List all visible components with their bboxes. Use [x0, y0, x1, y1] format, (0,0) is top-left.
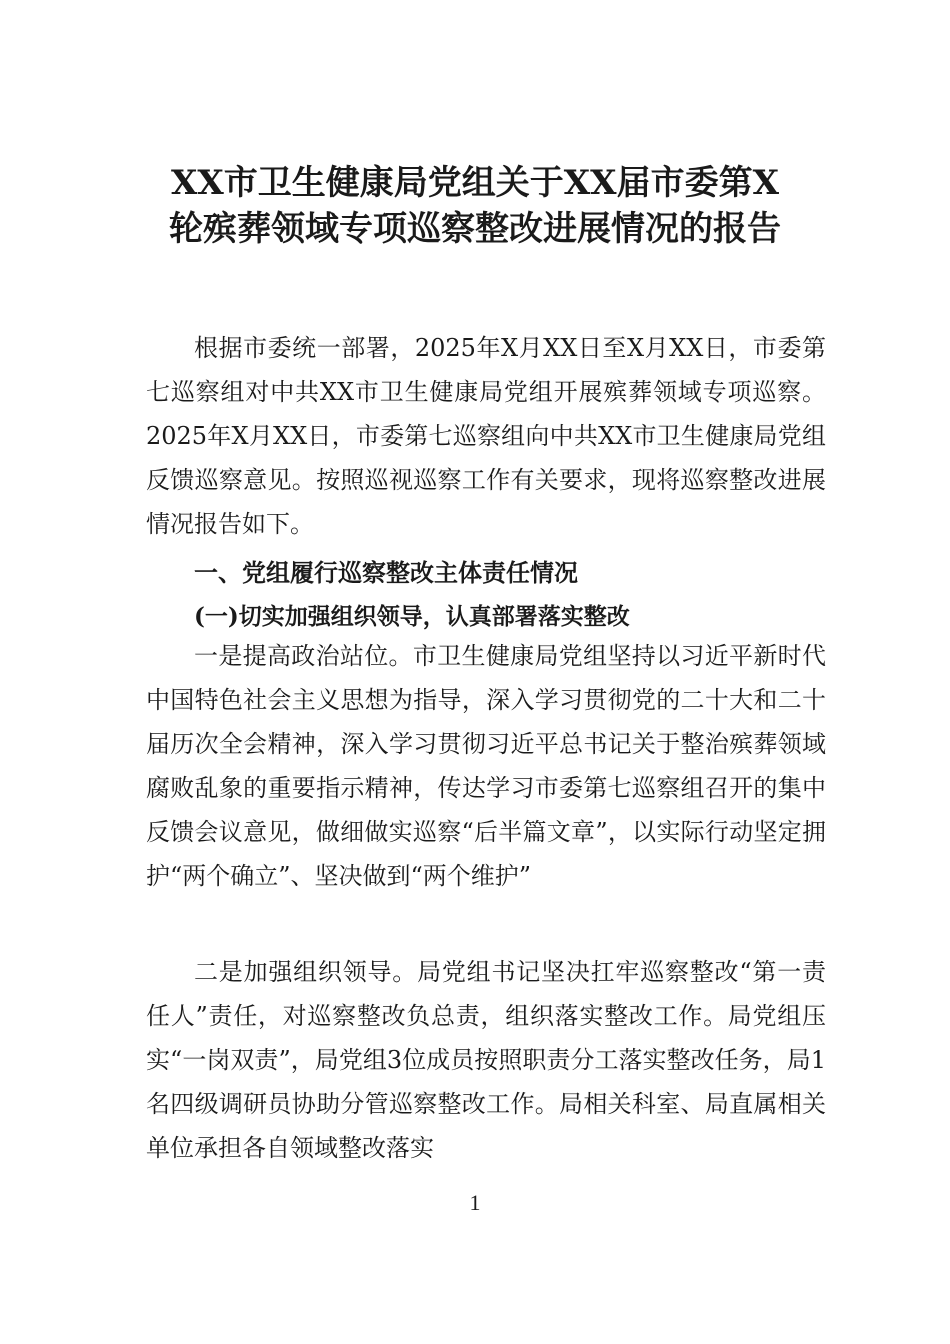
section-heading-1: 一、党组履行巡察整改主体责任情况	[194, 559, 578, 587]
document-title-line-1: XX市卫生健康局党组关于XX届市委第X	[171, 163, 779, 203]
intro-paragraph: 根据市委统一部署，2025年X月XX日至X月XX日，市委第七巡察组对中共XX市卫生健康局党组开展殡葬领域专项巡察。2025年X月XX日，市委第七巡察组向中共XX市卫生健康局党组反馈巡察意见。按照巡视巡察工作有关要求，现将巡察整改进展情况报告如下。	[146, 334, 826, 538]
point-one-paragraph: 一是提高政治站位。市卫生健康局党组坚持以习近平新时代中国特色社会主义思想为指导，深入学习贯彻党的二十大和二十届历次全会精神，深入学习贯彻习近平总书记关于整治殡葬领域腐败乱象的重要指示精神，传达学习市委第七巡察组召开的集中反馈会议意见，做细做实巡察“后半篇文章”，以实际行动坚定拥护“两个确立”、坚决做到“两个维护”	[146, 642, 826, 890]
subsection-heading-1: (一)切实加强组织领导，认真部署落实整改	[194, 603, 630, 630]
point-two-paragraph: 二是加强组织领导。局党组书记坚决扛牢巡察整改“第一责任人”责任，对巡察整改负总责，组织落实整改工作。局党组压实“一岗双责”，局党组3位成员按照职责分工落实整改任务，局1名四级调研员协助分管巡察整改工作。局相关科室、局直属相关单位承担各自领域整改落实	[146, 958, 826, 1162]
document-title-line-2: 轮殡葬领域专项巡察整改进展情况的报告	[169, 209, 781, 249]
page-number: 1	[469, 1190, 481, 1215]
